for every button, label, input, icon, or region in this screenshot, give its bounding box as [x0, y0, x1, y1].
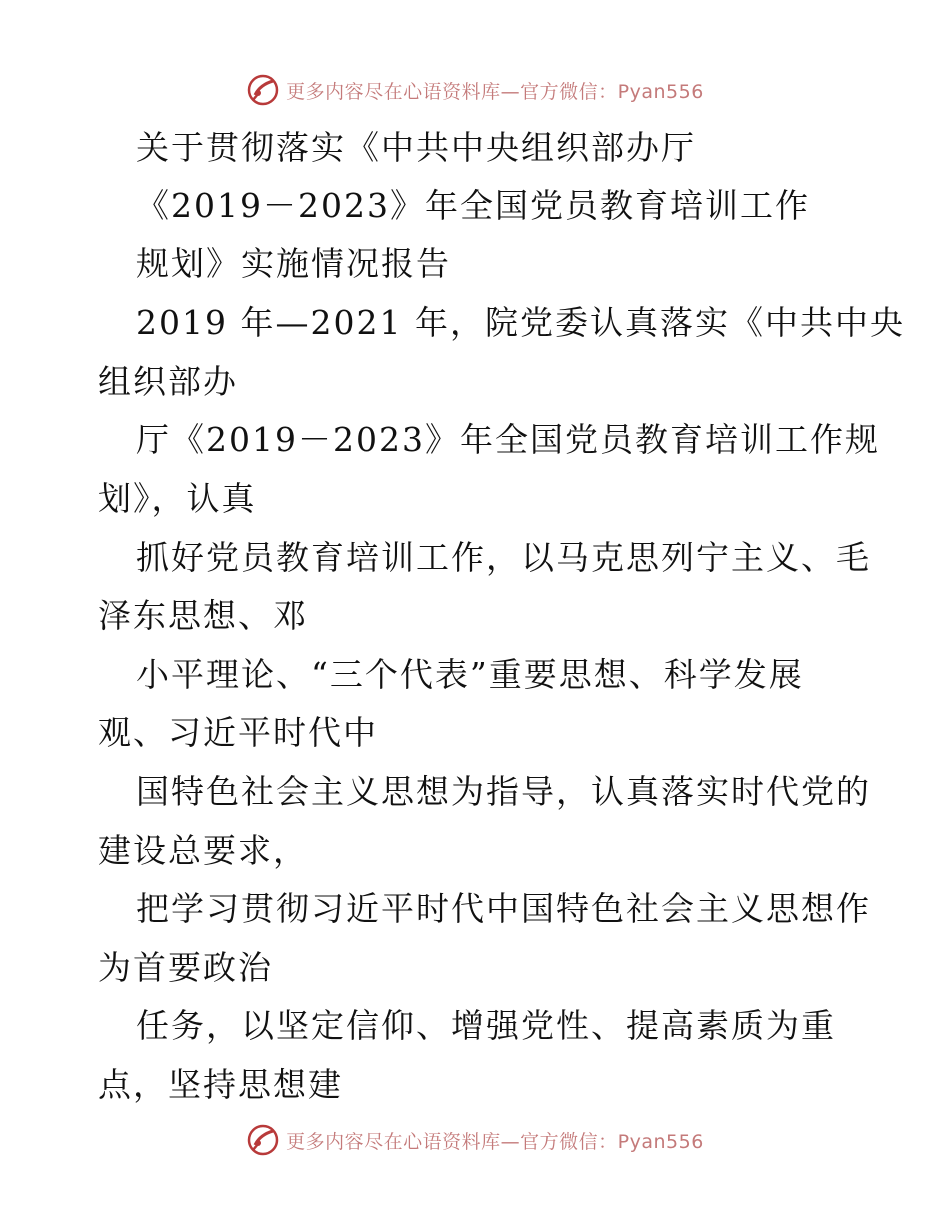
doc-line: 国特色社会主义思想为指导，认真落实时代党的: [136, 772, 871, 811]
watermark-text: 更多内容尽在心语资料库—官方微信：Pyan556: [286, 1130, 704, 1153]
pen-logo-icon: [246, 1123, 280, 1157]
doc-line: 小平理论、“三个代表”重要思想、科学发展: [136, 655, 804, 694]
doc-line: 点，坚持思想建: [98, 1065, 343, 1104]
doc-line: 组织部办: [98, 362, 238, 401]
doc-line: 把学习贯彻习近平时代中国特色社会主义思想作: [136, 889, 871, 928]
doc-line: 划》，认真: [98, 479, 257, 518]
doc-line: 为首要政治: [98, 948, 273, 987]
doc-line: 抓好党员教育培训工作，以马克思列宁主义、毛: [136, 538, 871, 577]
pen-logo-icon: [246, 73, 280, 107]
doc-line: 厅《2019－2023》年全国党员教育培训工作规: [136, 420, 880, 459]
doc-line: 规划》实施情况报告: [136, 244, 451, 283]
footer-watermark: [0, 1120, 950, 1160]
doc-line: 2019 年—2021 年，院党委认真落实《中共中央: [136, 303, 905, 342]
doc-line: 泽东思想、邓: [98, 596, 308, 635]
header-watermark: [0, 70, 950, 110]
doc-line: 任务，以坚定信仰、增强党性、提高素质为重: [136, 1006, 836, 1045]
doc-line: 观、习近平时代中: [98, 713, 378, 752]
watermark-text: 更多内容尽在心语资料库—官方微信：Pyan556: [286, 80, 704, 103]
doc-line: 关于贯彻落实《中共中央组织部办厅: [136, 128, 696, 167]
doc-line: 《2019－2023》年全国党员教育培训工作: [136, 186, 810, 225]
doc-line: 建设总要求，: [98, 831, 308, 870]
